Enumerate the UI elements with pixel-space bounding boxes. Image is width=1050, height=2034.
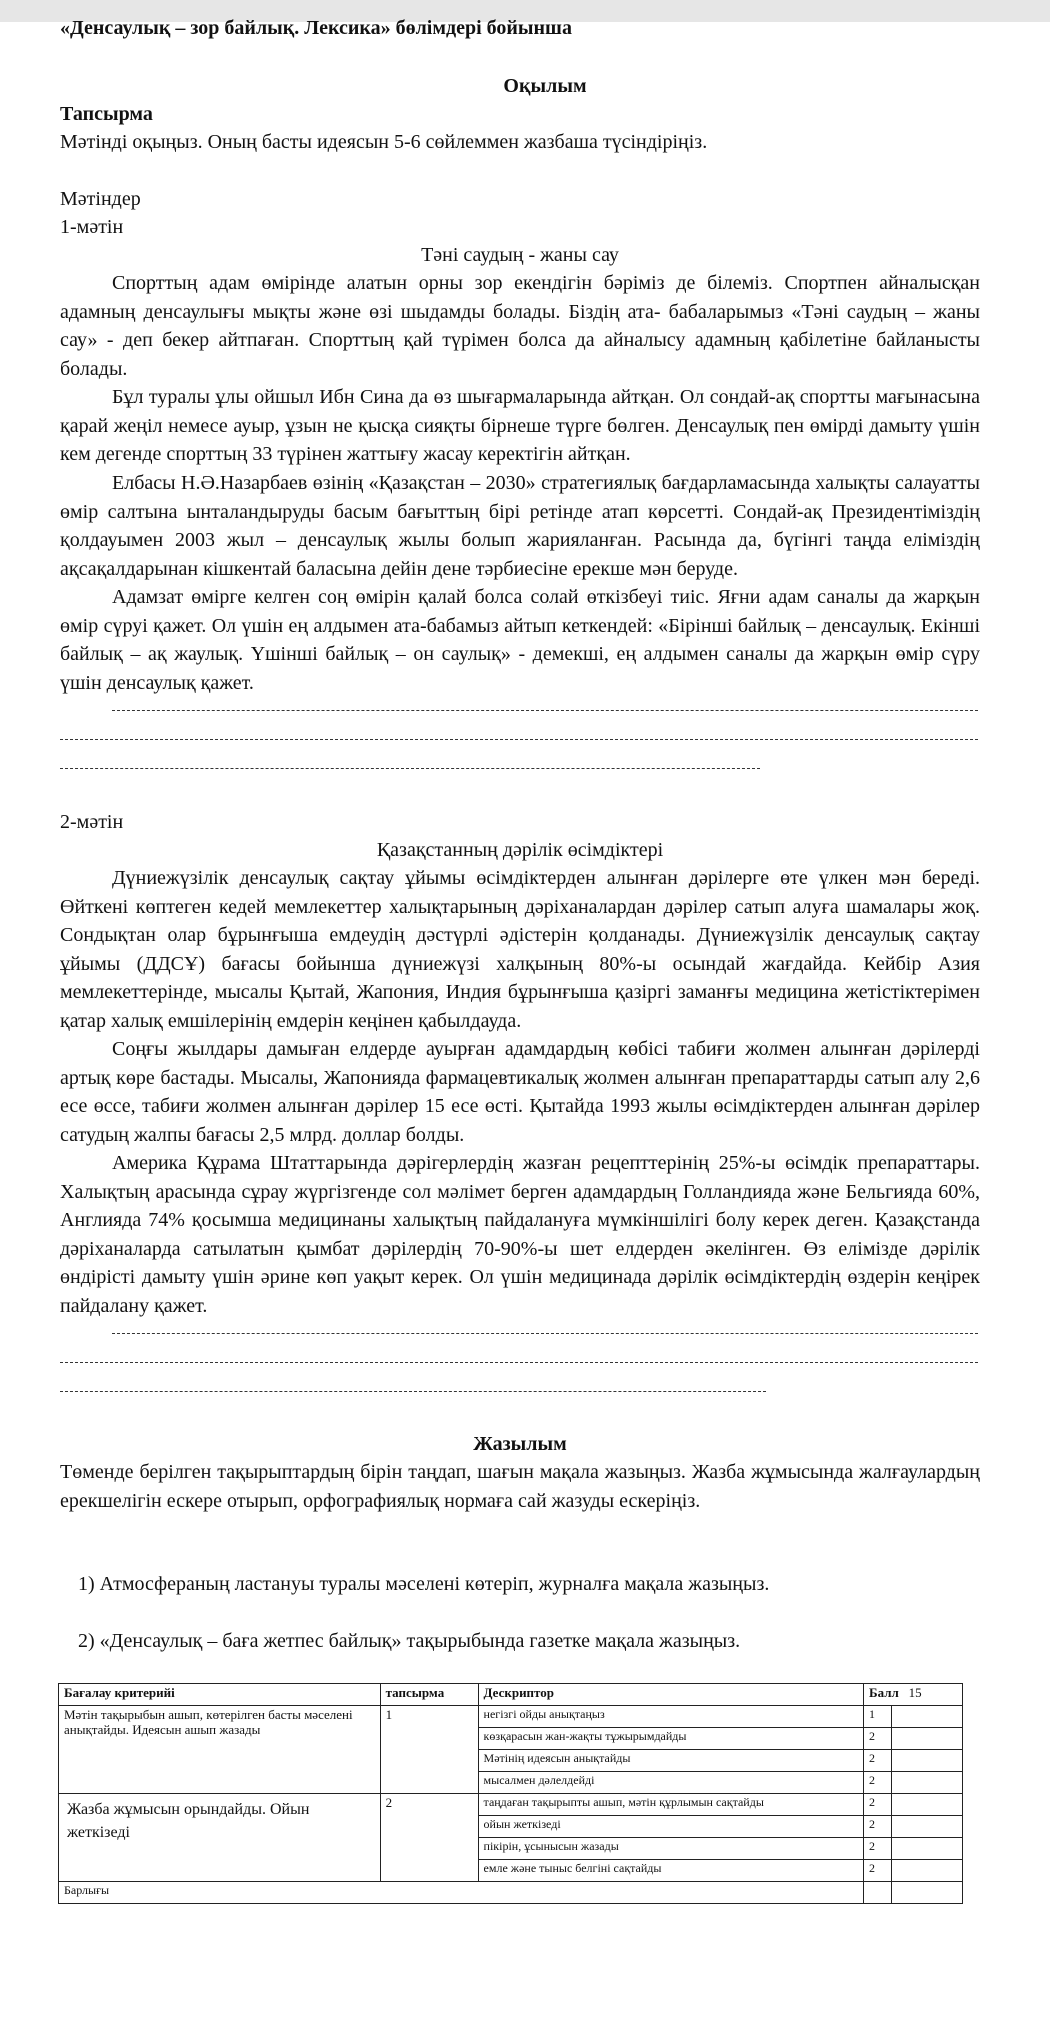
answer-line: [112, 710, 978, 711]
table-row: [59, 1794, 963, 1816]
descriptor-cell: таңдаған тақырыпты ашып, мәтін құрлымын сақтайды: [478, 1794, 863, 1816]
total-row: [59, 1882, 963, 1904]
empty-cell: [892, 1838, 963, 1860]
text1-paragraph: Елбасы Н.Ә.Назарбаев өзінің «Қазақстан – 2030» стратегиялық бағдарламасында халықты салауатты өмір салтына ынталандыруды басым бағыттың бірі ретінде атап көрсетті. Сондай-ақ Президентіміздің қолдауымен 2003 жыл – денсаулық жылы болып жарияланған. Расында да, бүгінгі таңда еліміздің ақсақалдарынан кішкентай баласына дейін дене тәрбиесіне ерекше мән беруде.: [60, 472, 980, 580]
descriptor-cell: көзқарасын жан-жақты тұжырымдайды: [478, 1728, 863, 1750]
total-score: 15: [908, 1685, 922, 1700]
writing-heading: Жазылым: [473, 1433, 567, 1455]
score-header: Балл 15: [864, 1684, 963, 1706]
text1-number: 1-мәтін: [60, 216, 124, 238]
descriptor-cell: мысалмен дәлелдейді: [478, 1772, 863, 1794]
descriptor-cell: ойын жеткізеді: [478, 1816, 863, 1838]
score-cell: 2: [864, 1772, 892, 1794]
text1-title: Тәні саудың - жаны сау: [421, 244, 619, 266]
answer-line: [60, 1391, 766, 1392]
task-label: Тапсырма: [60, 103, 153, 125]
task-text: Мәтінді оқыңыз. Оның басты идеясын 5-6 сөйлеммен жазбаша түсіндіріңіз.: [60, 131, 708, 153]
descriptor-cell: емле және тыныс белгіні сақтайды: [478, 1860, 863, 1882]
score-cell: 2: [864, 1860, 892, 1882]
score-cell: 2: [864, 1750, 892, 1772]
empty-cell: [864, 1882, 892, 1904]
writing-topic: 2) «Денсаулық – баға жетпес байлық» тақырыбында газетке мақала жазыңыз.: [78, 1630, 741, 1652]
empty-cell: [892, 1750, 963, 1772]
task-cell: 1: [380, 1706, 478, 1794]
score-cell: 2: [864, 1838, 892, 1860]
total-label: Барлығы: [59, 1882, 864, 1904]
reading-heading: Оқылым: [503, 75, 587, 97]
writing-topic: 1) Атмосфераның ластануы туралы мәселені көтеріп, журналға мақала жазыңыз.: [78, 1573, 770, 1595]
empty-cell: [892, 1794, 963, 1816]
table-header-row: [59, 1684, 963, 1706]
text1-paragraph: Адамзат өмірге келген соң өмірін қалай болса солай өткізбеуі тиіс. Яғни адам саналы да жарқын өмір сүруі қажет. Ол үшін ең алдымен ата-бабамыз айтып кеткендей: «Бірінші байлық – денсаулық. Екінші байлық – ақ жаулық. Үшінші байлық – он саулық» - демекші, ең алдымен саналы да жарқын өмір сүру үшін денсаулық қажет.: [60, 586, 980, 694]
empty-cell: [892, 1706, 963, 1728]
empty-cell: [892, 1772, 963, 1794]
answer-line: [60, 739, 978, 740]
empty-cell: [892, 1860, 963, 1882]
empty-cell: [892, 1816, 963, 1838]
text2-paragraph: Дүниежүзілік денсаулық сақтау ұйымы өсімдіктерден алынған дәрілерге өте үлкен мән береді. Өйткені көптеген кедей мемлекеттер халықтарының дәріханалардан дәрілер сатып алуға шамалары жоқ. Сондықтан олар бұрынғыша емдеудің дәстүрлі әдістерін қолданады. Дүниежүзілік денсаулық сақтау ұйымы (ДДСҰ) бағасы бойынша дүниежүзі халқының 80%-ы осындай жағдайда. Кейбір Азия мемлекеттерінде, мысалы Қытай, Жапония, Индия бұрынғыша қазіргі заманғы медицина жетістіктерімен қатар халық емшілерінің емдерін кеңінен қабылдауда.: [60, 867, 980, 1032]
criteria-header: Бағалау критерийі: [59, 1684, 381, 1706]
descriptor-cell: негізгі ойды анықтаңыз: [478, 1706, 863, 1728]
task-cell: 2: [380, 1794, 478, 1882]
descriptor-header: Дескриптор: [478, 1684, 863, 1706]
answer-line: [60, 768, 760, 769]
descriptor-cell: Мәтінің идеясын анықтайды: [478, 1750, 863, 1772]
empty-cell: [892, 1882, 963, 1904]
writing-instruction: Төменде берілген тақырыптардың бірін таңдап, шағын мақала жазыңыз. Жазба жұмысында жалғаулардың ерекшелігін ескере отырып, орфографиялық нормаға сай жазуды ескеріңіз.: [60, 1461, 980, 1512]
criterion-cell: Мәтін тақырыбын ашып, көтерілген басты мәселені анықтайды. Идеясын ашып жазады: [59, 1706, 381, 1794]
text2-paragraph: Америка Құрама Штаттарында дәрігерлердің жазған рецепттерінің 25%-ы өсімдік препараттары. Халықтың арасында сұрау жүргізгенде сол мәлімет берген адамдардың Голландияда және Бельгияда 60%, Англияда 74% қосымша медицинаны халықтың пайдалануға мүмкіншілігі болу керек деген. Қазақстанда дәріханаларда сатылатын қымбат дәрілердің 70-90%-ы шет елдерден әкелінген. Өз елімізде дәрілік өндірісті дамыту үшін әрине көп уақыт керек. Ол үшін медицинада дәрілік өсімдіктердің өздерін кеңірек пайдалану қажет.: [60, 1152, 980, 1317]
answer-line: [112, 1333, 978, 1334]
score-cell: 2: [864, 1794, 892, 1816]
score-cell: 2: [864, 1816, 892, 1838]
text2-paragraph: Соңғы жылдары дамыған елдерде ауырған адамдардың көбісі табиғи жолмен алынған дәрілерді артық көре бастады. Мысалы, Жапонияда фармацевтикалық жолмен алынған препараттарды сатып алу 2,6 есе өссе, табиғи жолмен алынған дәрілер 15 есе өсті. Қытайда 1993 жылы өсімдіктерден алынған дәрілер сатудың жалпы бағасы 2,5 млрд. доллар болды.: [60, 1038, 980, 1146]
assessment-table: [58, 1683, 963, 1904]
empty-cell: [892, 1728, 963, 1750]
score-cell: 1: [864, 1706, 892, 1728]
text1-paragraph: Бұл туралы ұлы ойшыл Ибн Сина да өз шығармаларында айтқан. Ол сондай-ақ спортты мағынасына қарай жеңіл немесе ауыр, ұзын не қысқа сияқты бірнеше түрге бөлген. Денсаулық пен өмірді дамыту үшін кем дегенде спорттың 33 түрінен жаттығу жасау керектігін айтқан.: [60, 386, 980, 465]
table-row: [59, 1706, 963, 1728]
task-header: тапсырма: [380, 1684, 478, 1706]
text2-title: Қазақстанның дәрілік өсімдіктері: [376, 839, 664, 861]
text2-number: 2-мәтін: [60, 811, 124, 833]
section-title: «Денсаулық – зор байлық. Лексика» бөлімдері бойынша: [60, 17, 572, 39]
answer-line: [60, 1362, 978, 1363]
texts-label: Мәтіндер: [60, 188, 141, 210]
criterion-cell: Жазба жұмысын орындайды. Ойын жеткізеді: [59, 1794, 381, 1882]
descriptor-cell: пікірін, ұсынысын жазады: [478, 1838, 863, 1860]
text1-paragraph: Спорттың адам өмірінде алатын орны зор екендігін бәріміз де білеміз. Спортпен айналысқан адамның денсаулығы мықты және өзі шыдамды болады. Біздің ата- бабаларымыз «Тәні саудың – жаны сау» - деп бекер айтпаған. Спорттың қай түрімен болса да айналысу адамның қабілетіне байланысты болады.: [60, 272, 980, 380]
score-cell: 2: [864, 1728, 892, 1750]
